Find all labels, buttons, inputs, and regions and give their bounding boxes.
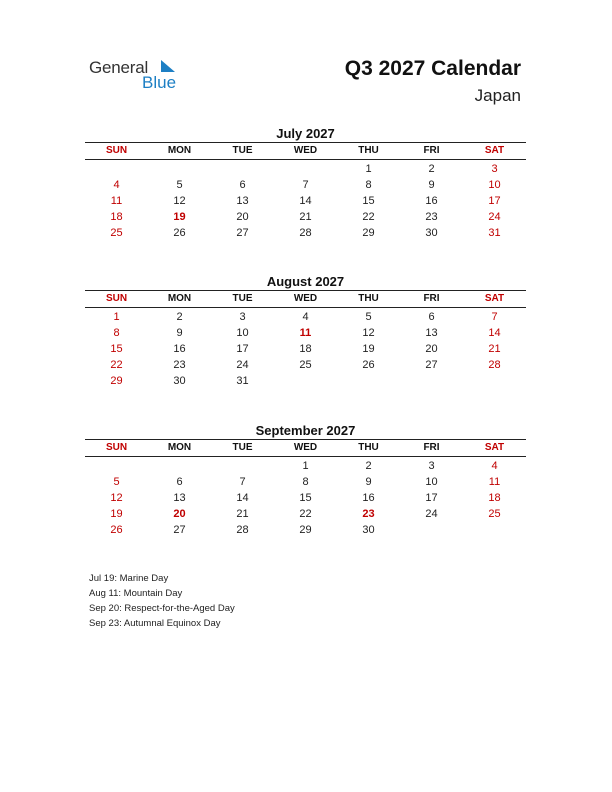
weekday-sat: SAT — [484, 442, 505, 453]
day-cell: 29 — [362, 227, 375, 239]
day-cell: 23 — [362, 508, 375, 520]
day-cell: 5 — [365, 311, 372, 323]
day-cell: 13 — [173, 492, 186, 504]
day-cell: 30 — [362, 524, 375, 536]
month-block-august — [85, 273, 526, 389]
holiday-item: Sep 23: Autumnal Equinox Day — [89, 618, 221, 629]
day-grid — [85, 458, 526, 538]
day-cell: 12 — [173, 195, 186, 207]
day-cell: 23 — [173, 359, 186, 371]
day-cell: 24 — [488, 211, 501, 223]
day-cell: 6 — [239, 179, 246, 191]
day-cell: 21 — [236, 508, 249, 520]
logo-triangle-icon — [160, 59, 176, 73]
day-cell: 14 — [299, 195, 312, 207]
day-cell: 7 — [491, 311, 498, 323]
day-cell: 12 — [110, 492, 123, 504]
day-cell: 21 — [299, 211, 312, 223]
weekday-mon: MON — [167, 442, 192, 453]
day-cell: 19 — [173, 211, 186, 223]
day-cell: 11 — [488, 476, 501, 488]
day-cell: 1 — [302, 460, 309, 472]
day-cell: 23 — [425, 211, 438, 223]
weekday-sat: SAT — [484, 145, 505, 156]
day-cell: 2 — [365, 460, 372, 472]
day-cell: 26 — [110, 524, 123, 536]
day-cell: 9 — [365, 476, 372, 488]
day-cell: 24 — [236, 359, 249, 371]
country-name: Japan — [474, 86, 521, 105]
weekday-header — [85, 439, 526, 457]
day-cell: 19 — [110, 508, 123, 520]
day-cell: 25 — [299, 359, 312, 371]
weekday-tue: TUE — [232, 293, 253, 304]
holiday-item: Aug 11: Mountain Day — [89, 588, 183, 599]
day-cell: 1 — [113, 311, 120, 323]
weekday-sun: SUN — [105, 442, 128, 453]
day-cell: 29 — [299, 524, 312, 536]
holiday-item: Jul 19: Marine Day — [89, 573, 169, 584]
day-cell: 27 — [236, 227, 249, 239]
empty-day-cell — [85, 161, 148, 177]
day-cell: 6 — [176, 476, 183, 488]
day-cell: 10 — [425, 476, 438, 488]
day-cell: 29 — [110, 375, 123, 387]
logo-word-blue: Blue — [142, 73, 177, 92]
day-cell: 22 — [299, 508, 312, 520]
empty-day-cell — [148, 161, 211, 177]
empty-day-cell — [85, 458, 148, 474]
day-cell: 25 — [110, 227, 123, 239]
weekday-tue: TUE — [232, 442, 253, 453]
day-cell: 11 — [299, 327, 312, 339]
day-cell: 1 — [365, 163, 372, 175]
day-cell: 16 — [173, 343, 186, 355]
day-cell: 3 — [491, 163, 498, 175]
day-cell: 14 — [488, 327, 501, 339]
day-cell: 30 — [425, 227, 438, 239]
month-title: September 2027 — [255, 423, 356, 438]
day-cell: 25 — [488, 508, 501, 520]
weekday-wed: WED — [293, 442, 318, 453]
holiday-list — [89, 571, 235, 631]
day-cell: 15 — [362, 195, 375, 207]
day-cell: 12 — [362, 327, 375, 339]
day-cell: 17 — [488, 195, 501, 207]
page-title: Q3 2027 Calendar — [344, 57, 521, 80]
day-cell: 17 — [236, 343, 249, 355]
weekday-tue: TUE — [232, 145, 253, 156]
weekday-fri: FRI — [423, 442, 440, 453]
day-cell: 20 — [425, 343, 438, 355]
day-cell: 5 — [113, 476, 120, 488]
day-cell: 31 — [488, 227, 501, 239]
day-grid — [85, 309, 526, 389]
day-cell: 5 — [176, 179, 183, 191]
month-title: July 2027 — [276, 126, 335, 141]
day-cell: 26 — [173, 227, 186, 239]
day-cell: 10 — [236, 327, 249, 339]
day-cell: 10 — [488, 179, 501, 191]
day-cell: 4 — [302, 311, 309, 323]
day-cell: 15 — [299, 492, 312, 504]
day-cell: 26 — [362, 359, 375, 371]
day-cell: 2 — [176, 311, 183, 323]
month-title: August 2027 — [266, 274, 345, 289]
day-cell: 8 — [302, 476, 309, 488]
day-cell: 9 — [176, 327, 183, 339]
weekday-sun: SUN — [105, 293, 128, 304]
day-cell: 7 — [239, 476, 246, 488]
day-grid — [85, 161, 526, 241]
day-cell: 6 — [428, 311, 435, 323]
empty-day-cell — [211, 161, 274, 177]
day-cell: 8 — [113, 327, 120, 339]
day-cell: 28 — [299, 227, 312, 239]
day-cell: 28 — [236, 524, 249, 536]
day-cell: 20 — [236, 211, 249, 223]
day-cell: 22 — [110, 359, 123, 371]
day-cell: 4 — [113, 179, 120, 191]
day-cell: 7 — [302, 179, 309, 191]
day-cell: 13 — [236, 195, 249, 207]
empty-day-cell — [148, 458, 211, 474]
day-cell: 27 — [425, 359, 438, 371]
weekday-header — [85, 290, 526, 308]
day-cell: 8 — [365, 179, 372, 191]
weekday-fri: FRI — [423, 145, 440, 156]
day-cell: 27 — [173, 524, 186, 536]
day-cell: 18 — [299, 343, 312, 355]
month-block-september — [85, 422, 526, 538]
day-cell: 28 — [488, 359, 501, 371]
day-cell: 4 — [491, 460, 498, 472]
weekday-sat: SAT — [484, 293, 505, 304]
weekday-fri: FRI — [423, 293, 440, 304]
weekday-thu: THU — [358, 293, 379, 304]
weekday-thu: THU — [358, 145, 379, 156]
weekday-mon: MON — [167, 145, 192, 156]
empty-day-cell — [211, 458, 274, 474]
day-cell: 14 — [236, 492, 249, 504]
day-cell: 11 — [110, 195, 123, 207]
day-cell: 2 — [428, 163, 435, 175]
day-cell: 3 — [239, 311, 246, 323]
day-cell: 15 — [110, 343, 123, 355]
day-cell: 17 — [425, 492, 438, 504]
weekday-wed: WED — [293, 145, 318, 156]
weekday-thu: THU — [358, 442, 379, 453]
day-cell: 18 — [110, 211, 123, 223]
day-cell: 18 — [488, 492, 501, 504]
day-cell: 16 — [362, 492, 375, 504]
weekday-sun: SUN — [105, 145, 128, 156]
weekday-wed: WED — [293, 293, 318, 304]
day-cell: 16 — [425, 195, 438, 207]
day-cell: 13 — [425, 327, 438, 339]
logo-word-general: General — [89, 58, 149, 77]
day-cell: 31 — [236, 375, 249, 387]
day-cell: 20 — [173, 508, 186, 520]
month-block-july — [85, 125, 526, 241]
day-cell: 30 — [173, 375, 186, 387]
day-cell: 21 — [488, 343, 501, 355]
weekday-mon: MON — [167, 293, 192, 304]
generalblue-logo — [89, 58, 199, 94]
holiday-item: Sep 20: Respect-for-the-Aged Day — [89, 603, 235, 614]
weekday-header — [85, 142, 526, 160]
day-cell: 22 — [362, 211, 375, 223]
day-cell: 3 — [428, 460, 435, 472]
day-cell: 24 — [425, 508, 438, 520]
empty-day-cell — [274, 161, 337, 177]
day-cell: 9 — [428, 179, 435, 191]
day-cell: 19 — [362, 343, 375, 355]
